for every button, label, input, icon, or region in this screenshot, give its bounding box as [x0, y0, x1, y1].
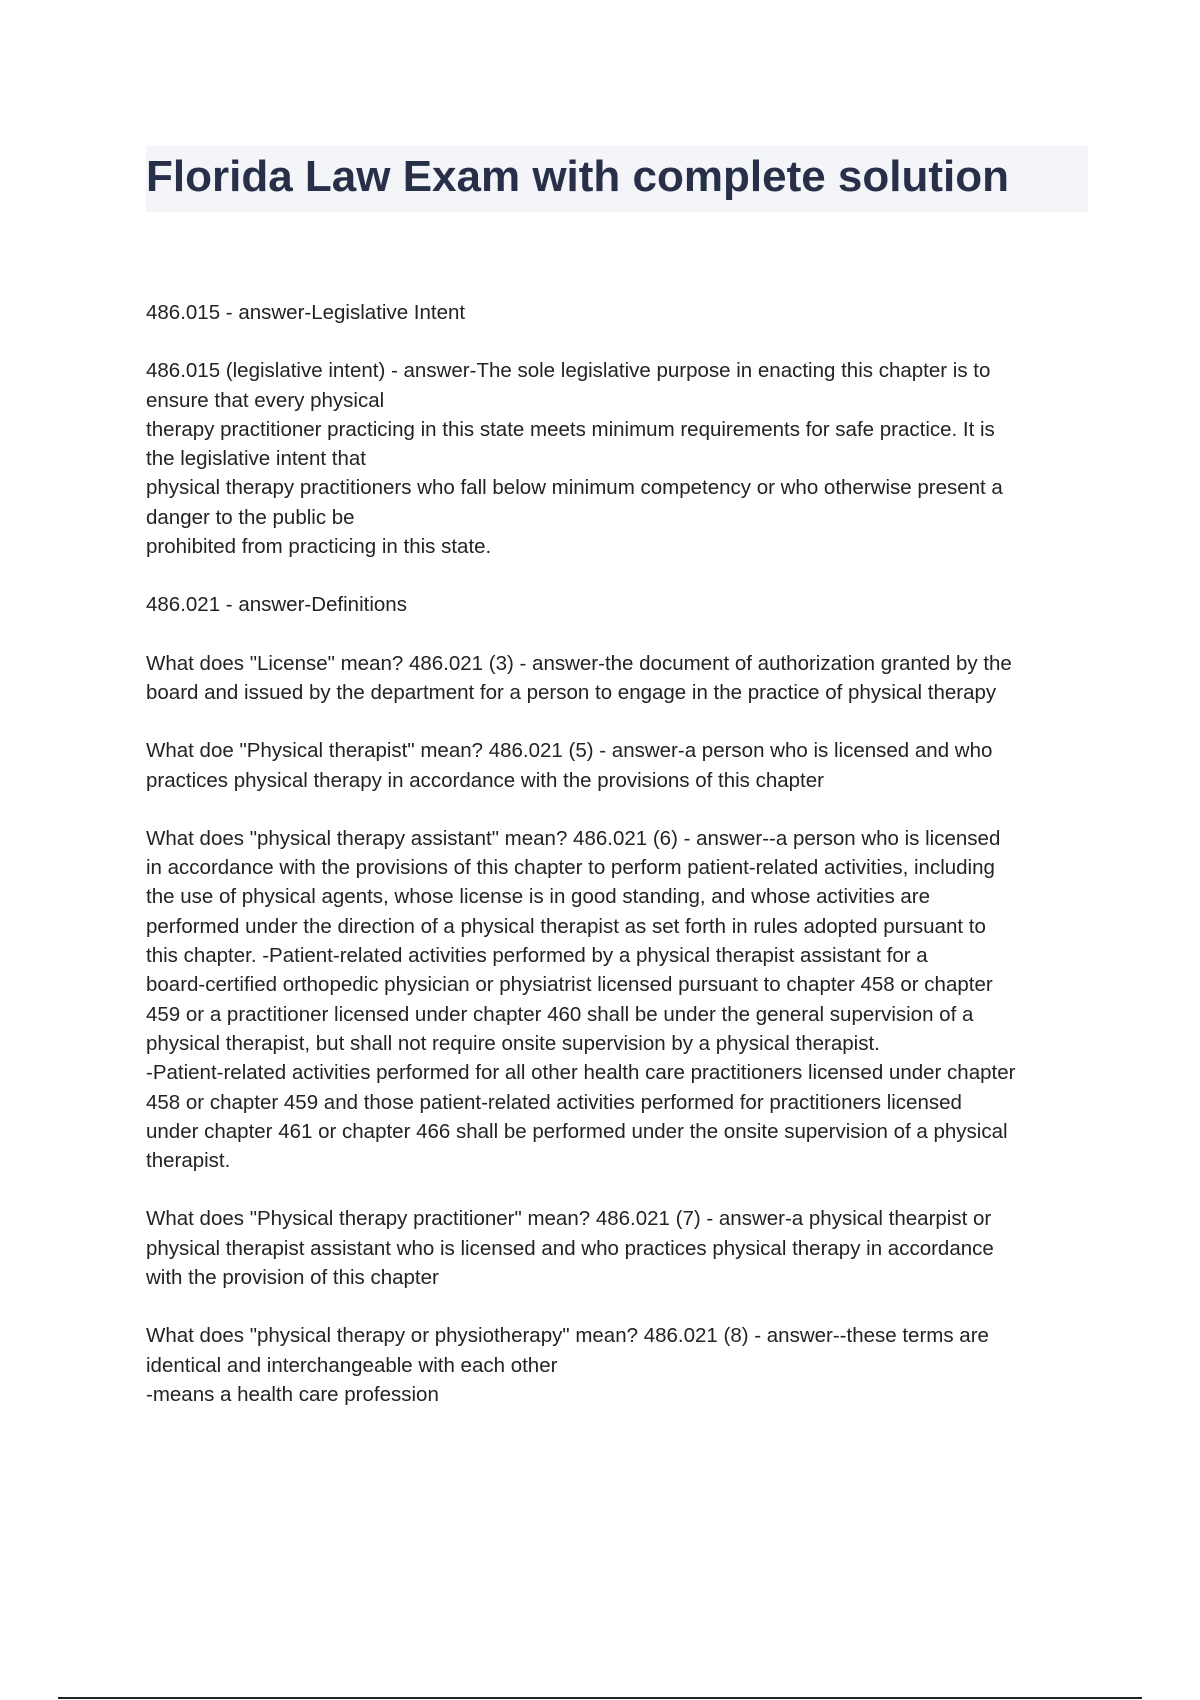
text-line: 459 or a practitioner licensed under chapter 460 shall be under the general supervision of a	[146, 1002, 974, 1026]
text-line: physical therapist, but shall not require onsite supervision by a physical therapist.	[146, 1031, 880, 1055]
answer-paragraph	[146, 590, 1096, 619]
text-line: 486.021 - answer-Definitions	[146, 593, 407, 617]
text-line: -means a health care profession	[146, 1382, 439, 1406]
text-line: 486.015 (legislative intent) - answer-The sole legislative purpose in enacting this chapter is to	[146, 359, 991, 383]
answer-paragraph	[146, 356, 1096, 561]
text-line: practices physical therapy in accordance with the provisions of this chapter	[146, 768, 824, 792]
page-title: Florida Law Exam with complete solution	[146, 152, 1010, 201]
footer-divider	[58, 1697, 1142, 1699]
text-line: What does "physical therapy or physiotherapy" mean? 486.021 (8) - answer--these terms are	[146, 1324, 989, 1348]
text-line: What doe "Physical therapist" mean? 486.021 (5) - answer-a person who is licensed and who	[146, 739, 993, 763]
text-line: 486.015 - answer-Legislative Intent	[146, 301, 466, 324]
text-line: therapy practitioner practicing in this state meets minimum requirements for safe practice. It is	[146, 417, 995, 441]
text-line: What does "Physical therapy practitioner" mean? 486.021 (7) - answer-a physical thearpist or	[146, 1207, 992, 1231]
text-line: -Patient-related activities performed for all other health care practitioners licensed under chapter	[146, 1061, 1016, 1085]
text-line: therapist.	[146, 1149, 231, 1173]
text-line: with the provision of this chapter	[146, 1266, 439, 1290]
text-line: identical and interchangeable with each other	[146, 1353, 558, 1377]
text-line: 458 or chapter 459 and those patient-related activities performed for practitioners licensed	[146, 1090, 962, 1114]
text-line: performed under the direction of a physical therapist as set forth in rules adopted pursuant to	[146, 914, 986, 938]
text-line: board-certified orthopedic physician or physiatrist licensed pursuant to chapter 458 or chapter	[146, 973, 993, 997]
answer-paragraph	[146, 824, 1096, 1176]
text-line: prohibited from practicing in this state.	[146, 535, 492, 559]
text-line: What does "physical therapy assistant" mean? 486.021 (6) - answer--a person who is licensed	[146, 826, 1001, 850]
text-line: physical therapy practitioners who fall below minimum competency or who otherwise present a	[146, 476, 1003, 500]
title-banner	[146, 146, 1088, 212]
answer-paragraph	[146, 1321, 1096, 1409]
text-line: the legislative intent that	[146, 447, 366, 471]
text-line: board and issued by the department for a person to engage in the practice of physical therapy	[146, 680, 997, 704]
text-line: What does "License" mean? 486.021 (3) - answer-the document of authorization granted by the	[146, 651, 1012, 675]
text-line: ensure that every physical	[146, 388, 385, 412]
answer-paragraph	[146, 649, 1096, 708]
text-line: physical therapist assistant who is licensed and who practices physical therapy in accordance	[146, 1236, 994, 1260]
document-body	[146, 298, 1096, 1438]
text-line: the use of physical agents, whose license is in good standing, and whose activities are	[146, 885, 931, 909]
text-line: under chapter 461 or chapter 466 shall be performed under the onsite supervision of a physical	[146, 1119, 1008, 1143]
answer-paragraph	[146, 298, 1096, 327]
text-line: in accordance with the provisions of this chapter to perform patient-related activities, including	[146, 856, 995, 880]
text-line: this chapter. -Patient-related activities performed by a physical therapist assistant for a	[146, 944, 928, 968]
text-line: danger to the public be	[146, 505, 355, 529]
answer-paragraph	[146, 736, 1096, 795]
answer-paragraph	[146, 1204, 1096, 1292]
